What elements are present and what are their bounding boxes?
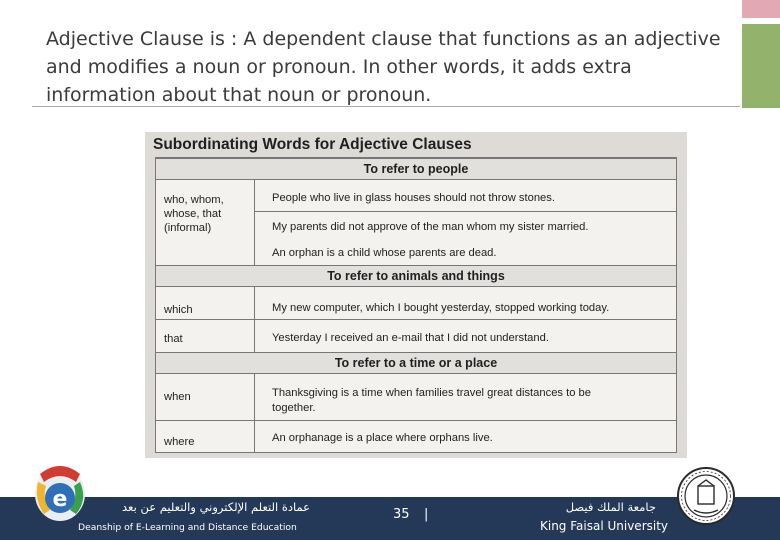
word-cell: whose, that — [164, 208, 222, 220]
example-cell: An orphan is a child whose parents are dead. — [272, 247, 497, 259]
table-title: Subordinating Words for Adjective Clauses — [153, 136, 472, 153]
slide-heading: Adjective Clause is : A dependent clause that functions as an adjective and modifies a noun or pronoun. In other words, it adds extra information about that noun or pronoun. — [46, 28, 721, 106]
university-english-name: King Faisal University — [540, 519, 669, 533]
row-divider — [156, 319, 676, 320]
row-divider — [156, 420, 676, 421]
example-cell: People who live in glass houses should not throw stones. — [272, 192, 555, 204]
word-cell: who, whom, — [164, 194, 224, 206]
university-seal-icon — [676, 466, 736, 526]
example-cell: Thanksgiving is a time when families travel great distances to be — [272, 387, 591, 399]
word-cell: where — [164, 436, 195, 448]
page-separator: | — [424, 507, 429, 522]
example-cell: together. — [272, 402, 316, 414]
page-number: 35 — [393, 507, 410, 522]
elearning-logo-icon — [30, 460, 90, 526]
example-cell: Yesterday I received an e-mail that I did not understand. — [272, 332, 549, 344]
table-body — [155, 157, 677, 453]
section-header-animals-things: To refer to animals and things — [156, 265, 676, 287]
adjective-clause-table — [145, 132, 687, 458]
example-cell: My parents did not approve of the man whom my sister married. — [272, 221, 589, 233]
section-header-people: To refer to people — [156, 158, 676, 180]
deanship-arabic-name: عمادة التعلم الإلكتروني والتعليم عن بعد — [122, 500, 310, 514]
word-cell: which — [164, 304, 193, 316]
word-cell: when — [164, 391, 191, 403]
example-cell: My new computer, which I bought yesterday, stopped working today. — [272, 302, 610, 314]
word-cell: (informal) — [164, 222, 212, 234]
column-divider — [254, 374, 255, 453]
word-cell: that — [164, 333, 183, 345]
svg-text:e: e — [52, 487, 68, 512]
corner-accent-pink — [742, 0, 780, 18]
example-cell: An orphanage is a place where orphans live. — [272, 432, 493, 444]
corner-accent-green — [742, 24, 780, 108]
column-divider — [254, 180, 255, 265]
heading-divider — [32, 106, 740, 107]
deanship-english-name: Deanship of E-Learning and Distance Education — [78, 522, 297, 533]
section-header-time-place: To refer to a time or a place — [156, 352, 676, 374]
university-arabic-name: جامعة الملك فيصل — [565, 500, 656, 514]
row-divider — [255, 211, 676, 212]
